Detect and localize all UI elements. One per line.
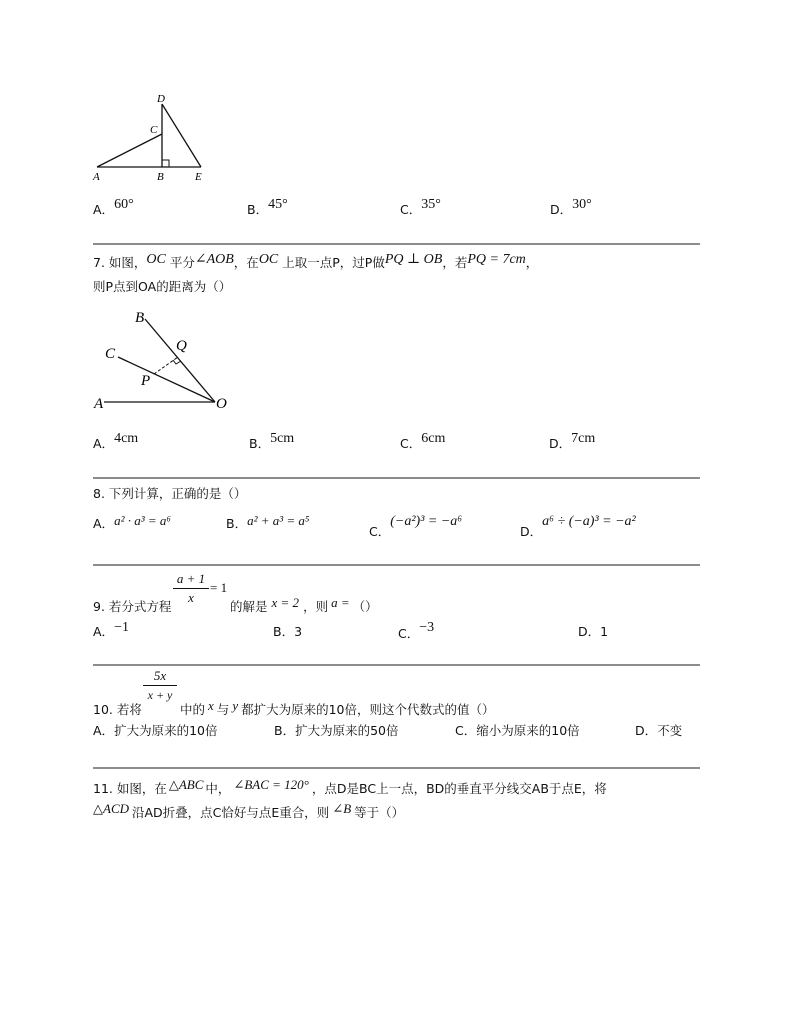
q8-option-d[interactable]: D．a⁶ ÷ (−a)³ = −a² (520, 514, 636, 539)
q9-option-a[interactable]: A．−1 (93, 620, 129, 639)
q6-option-c[interactable]: C．35° (400, 197, 441, 217)
divider (93, 664, 700, 666)
q6-option-b[interactable]: B．45° (247, 197, 288, 217)
q7-figure (88, 305, 238, 415)
q7-option-a[interactable]: A．4cm (93, 431, 139, 451)
q10-denominator: x + y (147, 688, 173, 702)
q6-segment-de (162, 104, 201, 167)
q6-label-a: A (93, 171, 100, 182)
q10-rest: 中的 x 与 y 都扩大为原来的10倍，则这个代数式的值（） (180, 698, 495, 717)
q7-option-d[interactable]: D．7cm (549, 431, 596, 451)
q6-label-c: C (150, 124, 158, 136)
q9-mid: 的解是 x = 2 ，则 a = （） (230, 595, 378, 614)
q7-ray-ob (145, 319, 215, 402)
q10-numerator: 5x (153, 668, 167, 683)
q9-equals: = 1 (210, 580, 228, 595)
q7-stem-line2: 则P点到OA的距离为（） (93, 279, 232, 294)
q10-option-b[interactable]: B．扩大为原来的50倍 (274, 723, 399, 738)
q9-option-b[interactable]: B．3 (273, 624, 303, 639)
q9-option-d[interactable]: D．1 (578, 624, 609, 639)
q9-option-c[interactable]: C．−3 (398, 620, 435, 641)
q10-fraction (143, 668, 177, 703)
q7-stem-line1: 7. 如图，OC 平分∠AOB，在OC 上取一点P，过P做PQ ⊥ OB，若PQ = 7cm， (93, 252, 539, 270)
q11-stem-line2: △ACD 沿AD折叠，点C恰好与点E重合，则 ∠B 等于（） (93, 801, 405, 820)
divider (93, 767, 700, 769)
q7-ray-oc (118, 357, 215, 402)
q6-right-angle-mark (162, 160, 169, 167)
q9-prefix: 9. 若分式方程 (93, 599, 172, 614)
q8-option-b[interactable]: B．a² + a³ = a⁵ (226, 513, 310, 531)
q7-option-c[interactable]: C．6cm (400, 431, 446, 451)
q6-option-a[interactable]: A．60° (93, 197, 134, 217)
divider (93, 243, 700, 245)
q8-option-c[interactable]: C．(−a²)³ = −a⁶ (369, 514, 463, 539)
q9-fraction-bar (173, 588, 209, 589)
q9-denominator: x (188, 590, 194, 605)
q6-segment-ac (97, 134, 162, 167)
q10-fraction-bar (143, 685, 177, 686)
q6-label-d: D (157, 93, 165, 105)
q10-option-c[interactable]: C．缩小为原来的10倍 (455, 723, 580, 738)
q7-label-a: A (94, 396, 104, 412)
q9-numerator: a + 1 (176, 571, 206, 586)
q11-stem-line1: 11. 如图，在 △ABC 中， ∠BAC = 120° ，点D是BC上一点，BD的垂直平分线交AB于点E，将 (93, 777, 607, 796)
q6-figure (88, 90, 213, 182)
q8-option-a[interactable]: A．a² · a³ = a⁶ (93, 513, 171, 531)
q7-option-b[interactable]: B．5cm (249, 431, 295, 451)
q9-fraction (173, 571, 209, 606)
q10-prefix: 10. 若将 (93, 702, 142, 717)
q7-label-p: P (141, 373, 151, 389)
q10-option-d[interactable]: D．不变 (635, 723, 683, 738)
q6-label-e: E (195, 171, 202, 182)
q10-option-a[interactable]: A．扩大为原来的10倍 (93, 723, 218, 738)
q7-label-o: O (216, 396, 227, 412)
q7-label-q: Q (176, 338, 187, 354)
q7-segment-pq (154, 357, 178, 374)
q8-stem: 8. 下列计算，正确的是（） (93, 486, 247, 501)
q7-label-b: B (135, 310, 145, 326)
q7-label-c: C (105, 346, 116, 362)
divider (93, 564, 700, 566)
q6-option-d[interactable]: D．30° (550, 197, 592, 217)
divider (93, 477, 700, 479)
q6-label-b: B (157, 171, 164, 182)
